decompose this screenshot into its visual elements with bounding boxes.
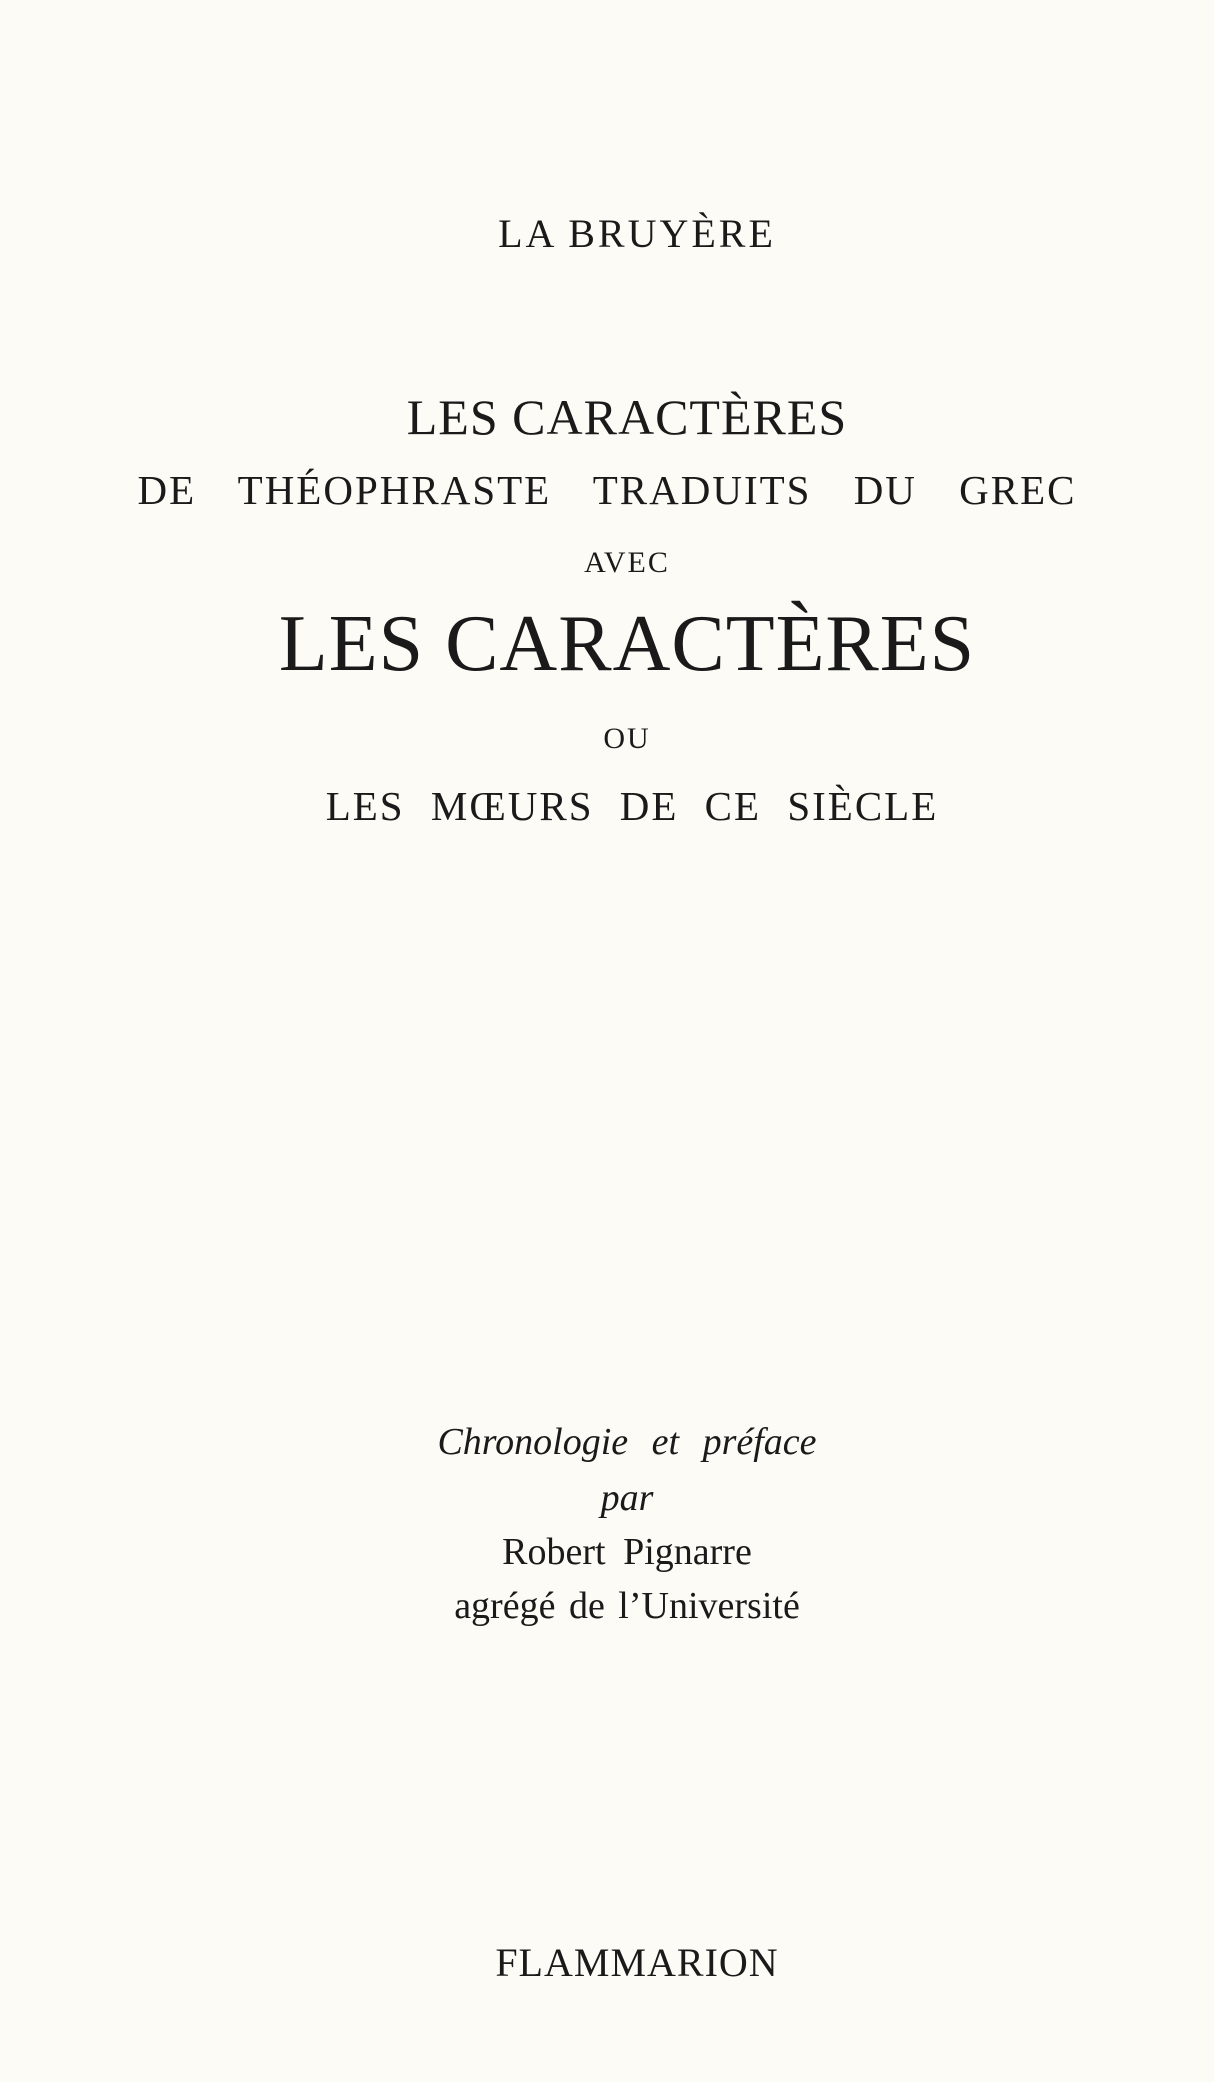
credit-line-2: par [600,1477,654,1519]
credit-line-1: Chronologie et préface [437,1421,817,1463]
title-conjunction: OU [603,722,651,755]
title-connector: AVEC [584,546,670,579]
editor-name: Robert Pignarre [502,1531,752,1573]
author-name: LA BRUYÈRE [498,211,776,256]
main-title: LES CARACTÈRES [278,600,976,688]
editor-title: agrégé de l’Université [454,1585,800,1627]
publisher-name: FLAMMARION [495,1940,779,1985]
title-line-2: DE THÉOPHRASTE TRADUITS DU GREC [137,467,1077,513]
title-line-1: LES CARACTÈRES [406,389,848,445]
subtitle: LES MŒURS DE CE SIÈCLE [325,783,939,829]
